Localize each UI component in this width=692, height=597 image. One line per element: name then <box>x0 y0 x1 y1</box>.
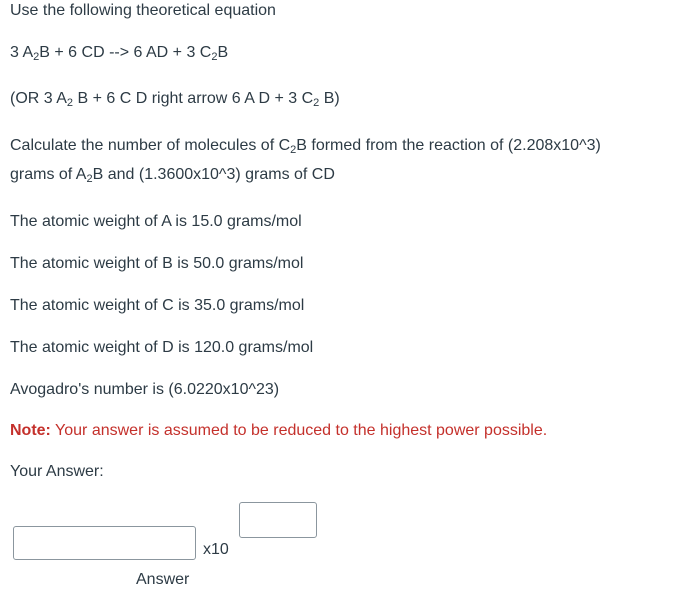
atomic-weight-b: The atomic weight of B is 50.0 grams/mol <box>10 255 304 272</box>
calculate-line-2-part-2: B and (1.3600x10^3) grams of CD <box>92 166 335 183</box>
equation-part-2: B + 6 CD --> 6 AD + 3 C <box>39 44 212 61</box>
note-text: Your answer is assumed to be reduced to the highest power possible. <box>50 422 548 439</box>
equation-part-1: 3 A <box>10 44 34 61</box>
alt-equation-subscript-2: 2 <box>313 97 320 109</box>
alt-equation-part-1: (OR 3 A <box>10 90 67 107</box>
equation-subscript-1: 2 <box>33 51 40 63</box>
alt-equation-part-3: B) <box>319 90 340 107</box>
answer-mantissa-input[interactable] <box>13 526 196 560</box>
atomic-weight-d: The atomic weight of D is 120.0 grams/mol <box>10 339 314 356</box>
note <box>10 421 547 441</box>
calculate-line-1-part-1: Calculate the number of molecules of C <box>10 137 291 154</box>
calculate-line-2 <box>10 165 335 185</box>
calculate-line-2-part-1: grams of A <box>10 166 87 183</box>
alt-equation <box>10 89 340 109</box>
calculate-line-2-subscript: 2 <box>86 173 93 185</box>
your-answer-label: Your Answer: <box>10 463 104 480</box>
atomic-weight-a: The atomic weight of A is 15.0 grams/mol <box>10 213 302 230</box>
note-label: Note: <box>10 422 51 439</box>
alt-equation-subscript-1: 2 <box>66 97 74 109</box>
equation-part-3: B <box>217 44 229 61</box>
avogadro-text: Avogadro's number is (6.0220x10^23) <box>10 381 280 398</box>
calculate-line-1-subscript: 2 <box>290 144 297 156</box>
answer-label: Answer <box>136 571 190 588</box>
calculate-line-1 <box>10 136 601 156</box>
intro-text: Use the following theoretical equation <box>10 2 276 19</box>
alt-equation-part-2: B + 6 C D right arrow 6 A D + 3 C <box>73 90 314 107</box>
times-ten-label: x10 <box>203 541 229 558</box>
equation <box>10 43 228 63</box>
atomic-weight-c: The atomic weight of C is 35.0 grams/mol <box>10 297 305 314</box>
equation-subscript-2: 2 <box>211 51 218 63</box>
answer-exponent-input[interactable] <box>239 502 317 538</box>
calculate-line-1-part-2: B formed from the reaction of (2.208x10^3) <box>296 137 601 154</box>
